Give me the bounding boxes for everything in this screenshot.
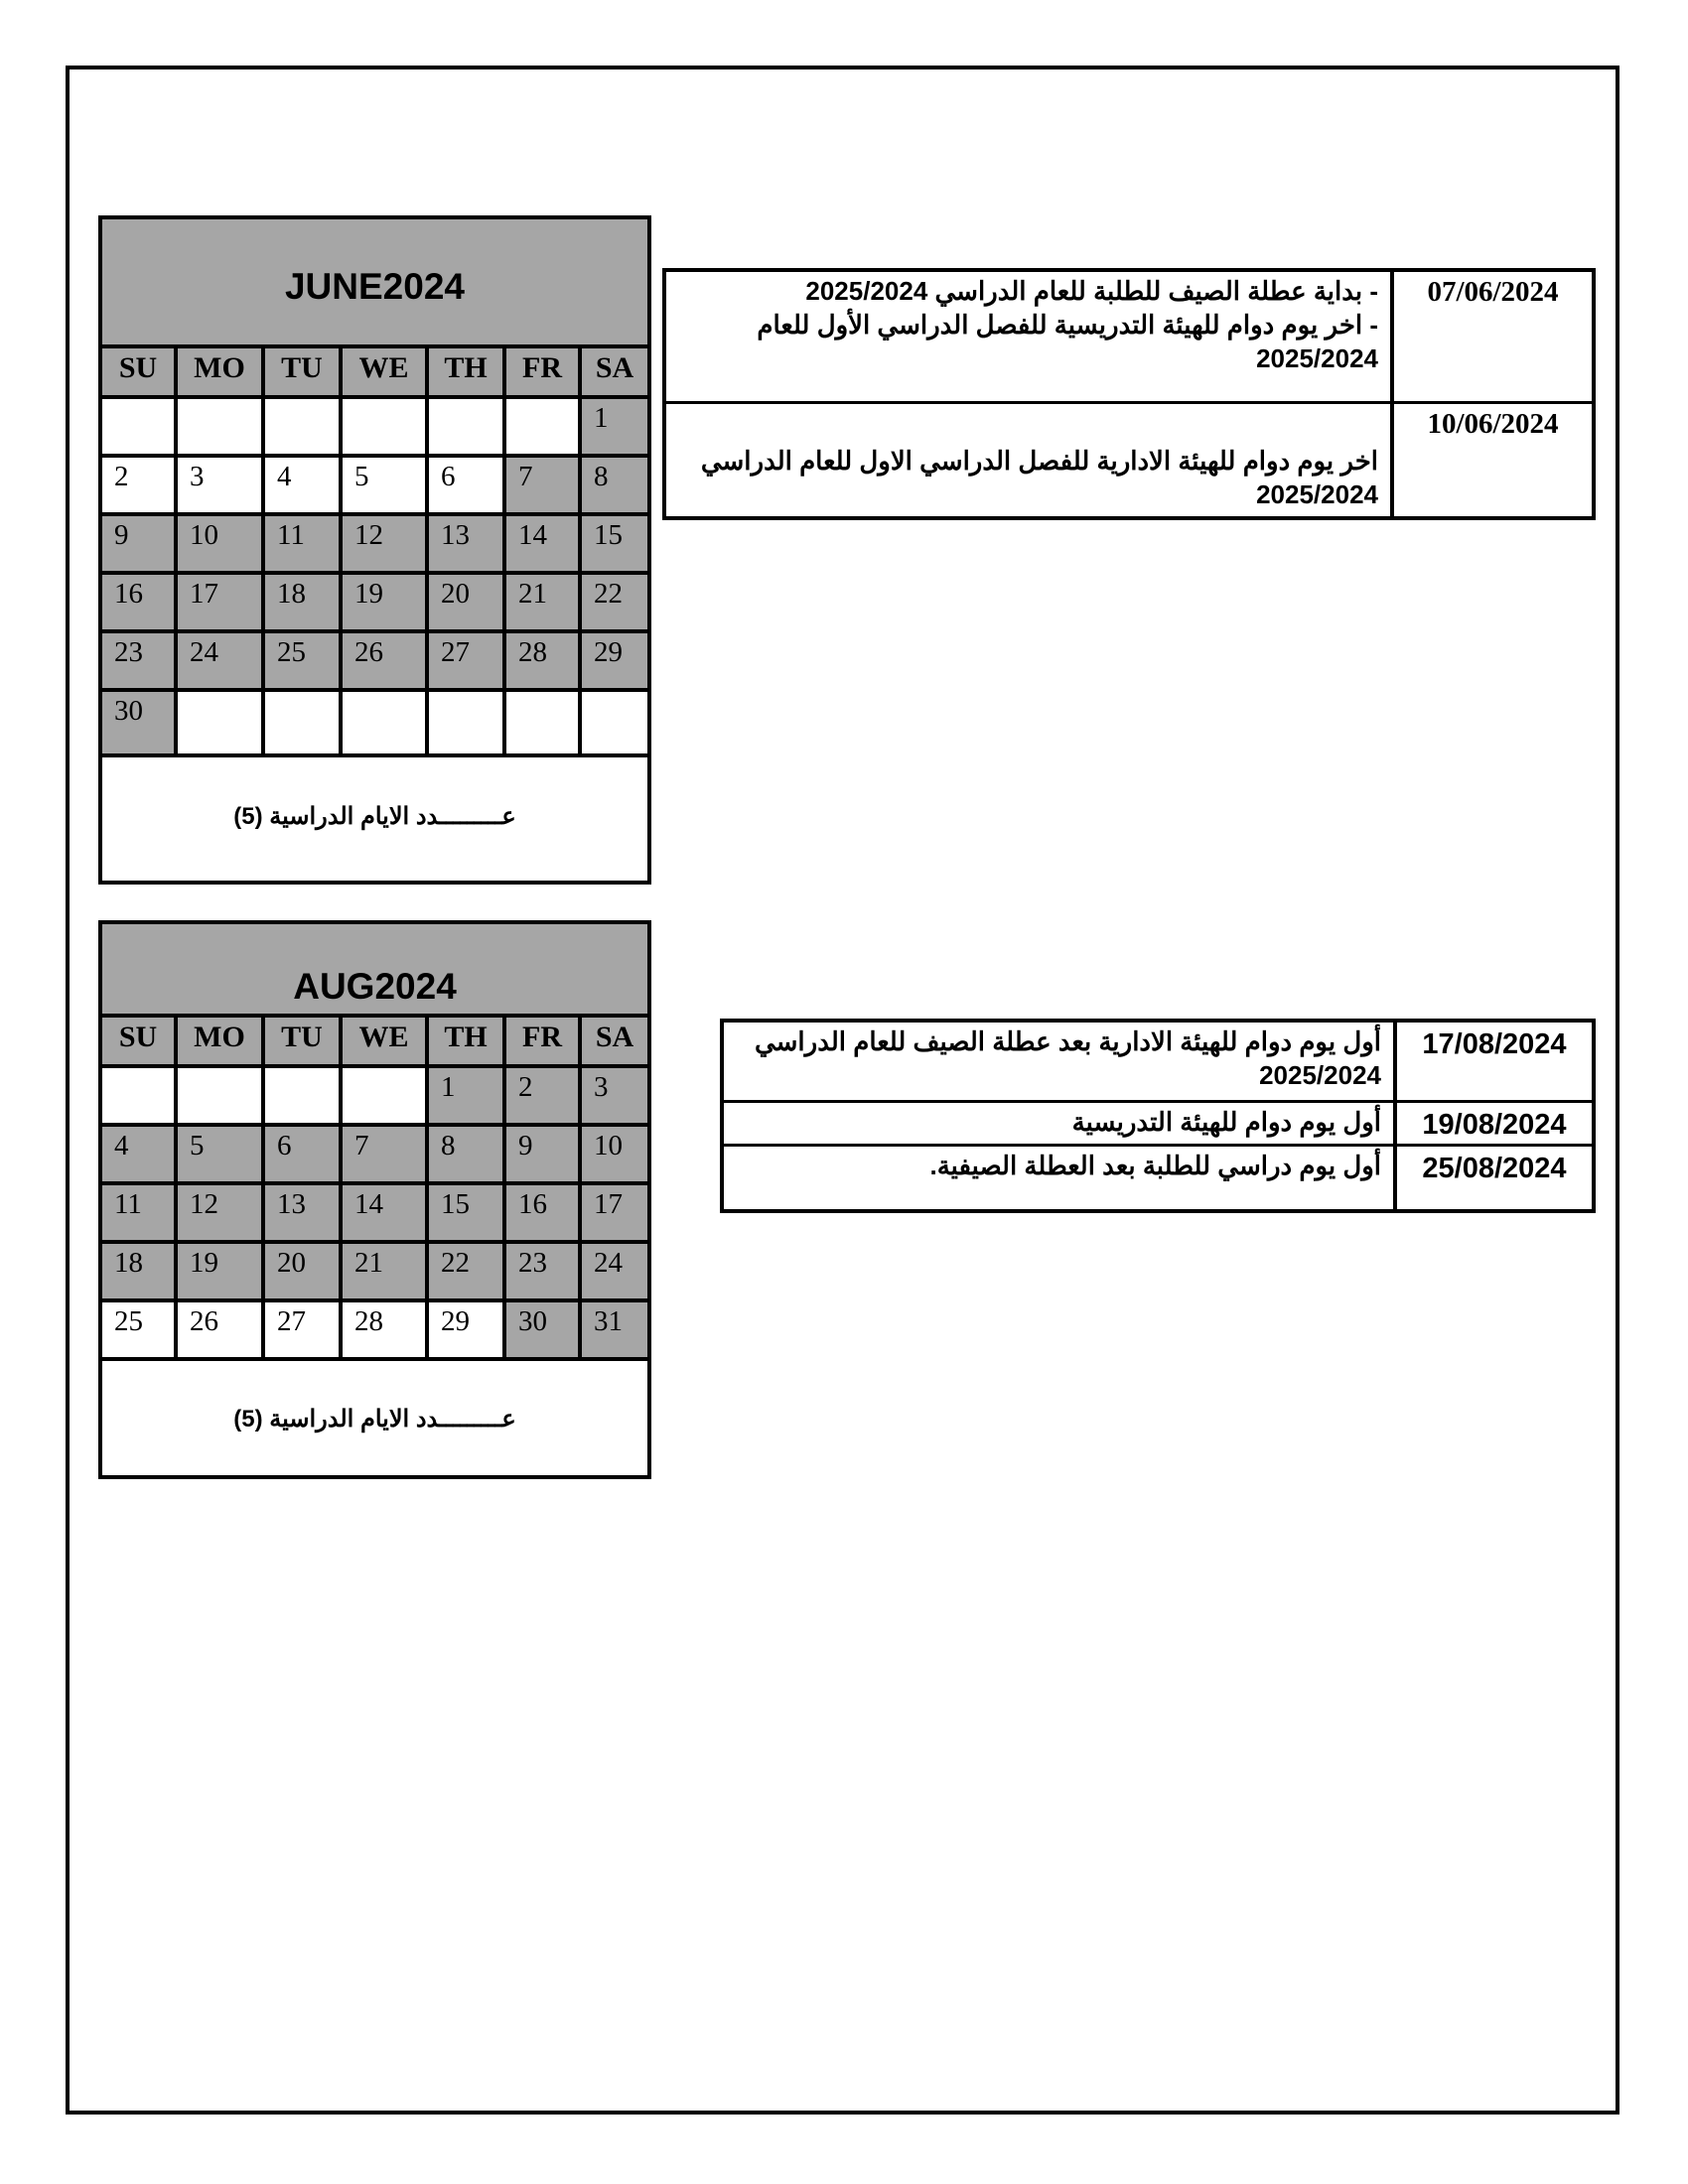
weekday-header: FR [506,344,582,399]
calendar-day: 7 [506,458,582,516]
calendar-title: AUG2024 [102,924,647,1014]
event-row [724,1147,1592,1209]
calendar-day: 10 [178,516,265,575]
event-description [666,272,1390,401]
calendar-day: 25 [102,1302,178,1361]
calendar-day: 1 [582,399,647,458]
weekday-header: TH [429,1014,506,1068]
calendar-day: 26 [178,1302,265,1361]
calendar-empty-cell [429,692,506,757]
calendar-day: 3 [178,458,265,516]
calendar-day: 24 [178,633,265,692]
calendar-day: 10 [582,1127,647,1185]
calendar-day: 31 [582,1302,647,1361]
calendar-day: 30 [102,692,178,757]
calendar-day: 21 [506,575,582,633]
calendar-empty-cell [265,399,343,458]
calendar-day: 27 [429,633,506,692]
calendar-day: 25 [265,633,343,692]
calendar-empty-cell [343,692,429,757]
calendar-day: 3 [582,1068,647,1127]
event-line: - بداية عطلة الصيف للطلبة للعام الدراسي 2025/2024 [805,276,1378,306]
calendar-day: 14 [506,516,582,575]
event-date: 07/06/2024 [1390,272,1592,401]
event-line: - اخر يوم دوام للهيئة التدريسية للفصل الدراسي الأول للعام 2025/2024 [757,310,1378,373]
calendar-empty-cell [178,1068,265,1127]
event-description: أول يوم دراسي للطلبة بعد العطلة الصيفية. [929,1151,1381,1180]
event-description: أول يوم دوام للهيئة الادارية بعد عطلة الصيف للعام الدراسي 2025/2024 [754,1026,1381,1090]
event-date: 17/08/2024 [1393,1023,1592,1100]
weekday-header: TH [429,344,506,399]
calendar-day: 20 [429,575,506,633]
event-line: اخر يوم دوام للهيئة الادارية للفصل الدراسي الاول للعام الدراسي 2025/2024 [700,446,1378,510]
school-days-count: عـــــــــدد الايام الدراسية (5) [233,802,516,830]
weekday-header: WE [343,1014,429,1068]
calendar-day: 28 [343,1302,429,1361]
calendar-empty-cell [178,399,265,458]
event-date: 25/08/2024 [1393,1147,1592,1209]
calendar-day: 4 [102,1127,178,1185]
calendar-day: 5 [343,458,429,516]
calendar-day: 21 [343,1244,429,1302]
event-row [724,1023,1592,1103]
calendar-june [98,215,651,885]
calendar-day: 17 [178,575,265,633]
calendar-empty-cell [102,1068,178,1127]
calendar-day: 9 [506,1127,582,1185]
event-row [666,404,1592,516]
calendar-day: 22 [429,1244,506,1302]
weekday-header: SU [102,1014,178,1068]
calendar-day: 28 [506,633,582,692]
calendar-day: 13 [265,1185,343,1244]
calendar-empty-cell [506,692,582,757]
calendar-empty-cell [429,399,506,458]
weekday-header: SA [582,344,647,399]
weekday-header: SA [582,1014,647,1068]
calendar-august [98,920,651,1479]
calendar-day: 6 [265,1127,343,1185]
calendar-day: 1 [429,1068,506,1127]
weekday-header: WE [343,344,429,399]
calendar-day: 18 [265,575,343,633]
calendar-day: 20 [265,1244,343,1302]
calendar-day: 12 [178,1185,265,1244]
calendar-day: 8 [582,458,647,516]
calendar-day: 8 [429,1127,506,1185]
calendar-day: 15 [582,516,647,575]
calendar-day: 16 [506,1185,582,1244]
calendar-day: 12 [343,516,429,575]
calendar-day: 29 [582,633,647,692]
event-date: 10/06/2024 [1390,404,1592,516]
calendar-day: 18 [102,1244,178,1302]
calendar-day: 6 [429,458,506,516]
event-description [666,404,1390,516]
calendar-day: 17 [582,1185,647,1244]
calendar-day: 2 [102,458,178,516]
calendar-day: 26 [343,633,429,692]
calendar-day: 2 [506,1068,582,1127]
calendar-day: 29 [429,1302,506,1361]
event-description: أول يوم دوام للهيئة التدريسية [1071,1107,1381,1137]
event-row [666,272,1592,404]
calendar-day: 16 [102,575,178,633]
events-table-june [662,268,1596,520]
events-table-august [720,1019,1596,1213]
weekday-header: FR [506,1014,582,1068]
calendar-day: 23 [102,633,178,692]
calendar-day: 14 [343,1185,429,1244]
calendar-empty-cell [265,1068,343,1127]
calendar-day: 23 [506,1244,582,1302]
calendar-empty-cell [582,692,647,757]
calendar-empty-cell [102,399,178,458]
event-date: 19/08/2024 [1393,1103,1592,1144]
calendar-grid [102,1014,647,1361]
calendar-empty-cell [178,692,265,757]
calendar-day: 7 [343,1127,429,1185]
calendar-day: 4 [265,458,343,516]
calendar-day: 19 [178,1244,265,1302]
event-row [724,1103,1592,1147]
calendar-empty-cell [343,1068,429,1127]
calendar-empty-cell [506,399,582,458]
calendar-day: 13 [429,516,506,575]
weekday-header: MO [178,344,265,399]
calendar-day: 24 [582,1244,647,1302]
school-days-count: عـــــــــدد الايام الدراسية (5) [233,1405,516,1433]
calendar-day: 15 [429,1185,506,1244]
weekday-header: TU [265,344,343,399]
calendar-day: 19 [343,575,429,633]
calendar-empty-cell [265,692,343,757]
calendar-day: 5 [178,1127,265,1185]
weekday-header: MO [178,1014,265,1068]
calendar-day: 11 [265,516,343,575]
weekday-header: TU [265,1014,343,1068]
calendar-grid [102,344,647,757]
calendar-empty-cell [343,399,429,458]
calendar-title: JUNE2024 [102,219,647,344]
calendar-day: 22 [582,575,647,633]
calendar-day: 11 [102,1185,178,1244]
calendar-day: 30 [506,1302,582,1361]
weekday-header: SU [102,344,178,399]
calendar-day: 9 [102,516,178,575]
calendar-day: 27 [265,1302,343,1361]
